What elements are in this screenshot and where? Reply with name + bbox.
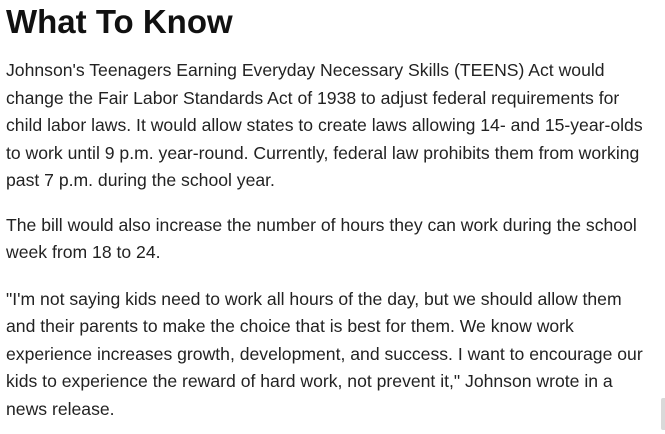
paragraph-school-week-hours: The bill would also increase the number of hours they can work during the school week from 18 to 24. xyxy=(6,214,637,262)
scrollbar-thumb[interactable] xyxy=(661,398,665,430)
paragraph-johnson-quote: "I'm not saying kids need to work all hours of the day, but we should allow them and their parents to make the choice that is best for them. We know work experience increases growth, development, and success. I want to encourage our kids to experience the reward of hard work, not prevent it," Johnson wrote in a news release. xyxy=(6,288,643,419)
section-heading: What To Know xyxy=(6,3,233,40)
article-section xyxy=(6,0,646,423)
paragraph-teens-act: Johnson's Teenagers Earning Everyday Necessary Skills (TEENS) Act would change the Fair Labor Standards Act of 1938 to adjust federal requirements for child labor laws. It would allow states to create laws allowing 14- and 15-year-olds to work until 9 p.m. year-round. Currently, federal law prohibits them from working past 7 p.m. during the school year. xyxy=(6,60,643,190)
